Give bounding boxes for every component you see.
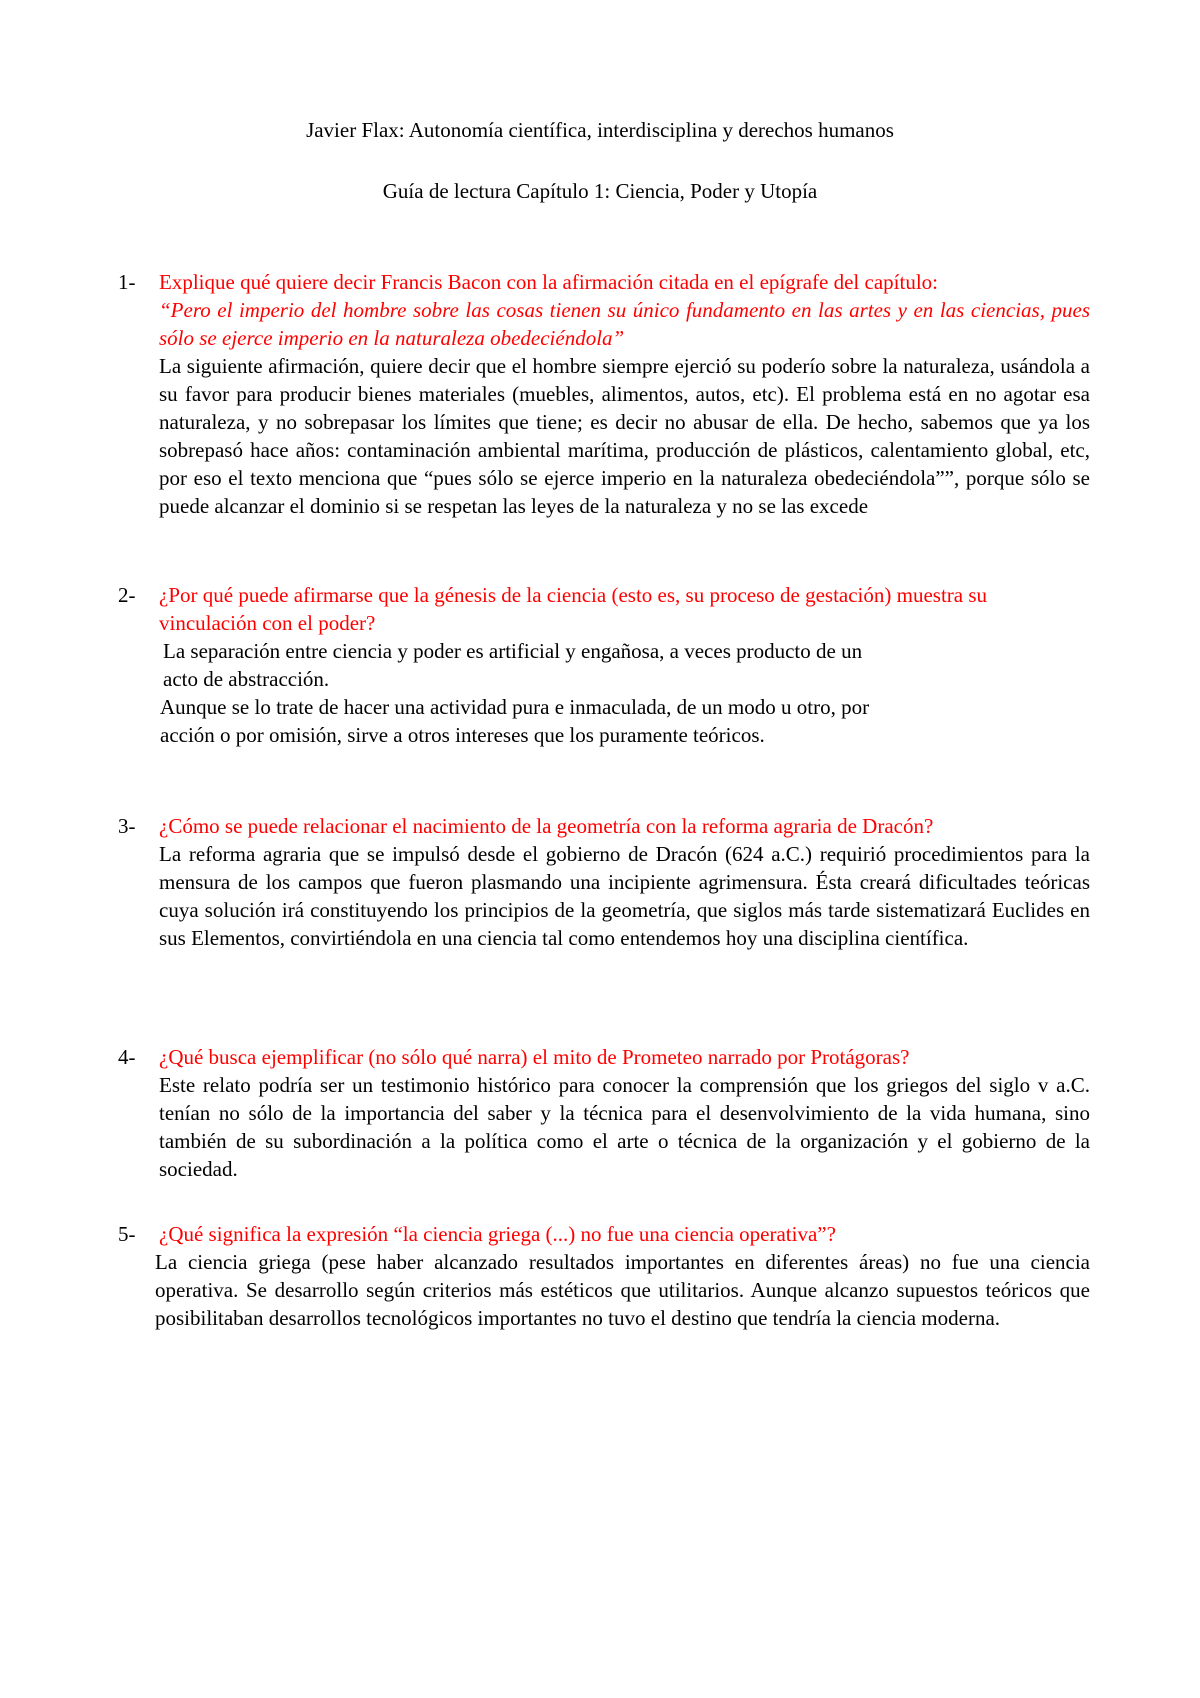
answer-text: La siguiente afirmación, quiere decir que el hombre siempre ejerció su poderío sobre la naturaleza, usándola a su favor para producir bienes materiales (muebles, alimentos, autos, etc). El problema está en no agotar esa naturaleza, y no sobrepasar los límites que tiene; es decir no abusar de ella. De hecho, sabemos que ya los sobrepasó hace años: contaminación ambiental marítima, producción de plásticos, calentamiento global, etc, por eso el texto menciona que “pues sólo se ejerce imperio en la naturaleza obedeciéndola””, porque sólo se puede alcanzar el dominio si se respetan las leyes de la naturaleza y no se las excede	[159, 354, 1090, 518]
question-text: Explique qué quiere decir Francis Bacon con la afirmación citada en el epígrafe del capítulo:	[159, 270, 938, 294]
question-number: 5-	[118, 1222, 136, 1246]
question-text: ¿Por qué puede afirmarse que la génesis de la ciencia (esto es, su proceso de gestación) muestra su vinculación con el poder?	[159, 583, 988, 635]
question-number: 3-	[118, 814, 136, 838]
answer-text: Este relato podría ser un testimonio histórico para conocer la comprensión que los griegos del siglo v a.C. tenían no sólo de la importancia del saber y la técnica para el desenvolvimiento de la vida humana, sino también de su subordinación a la política como el arte o técnica de la organización y el gobierno de la sociedad.	[159, 1073, 1090, 1181]
question-text: ¿Qué busca ejemplificar (no sólo qué narra) el mito de Prometeo narrado por Protágoras?	[159, 1045, 910, 1069]
bacon-quote: “Pero el imperio del hombre sobre las cosas tienen su único fundamento en las artes y en las ciencias, pues sólo se ejerce imperio en la naturaleza obedeciéndola”	[159, 298, 1090, 350]
answer-line: Aunque se lo trate de hacer una actividad pura e inmaculada, de un modo u otro, por	[160, 695, 870, 719]
answer-text: La ciencia griega (pese haber alcanzado resultados importantes en diferentes áreas) no fue una ciencia operativa. Se desarrollo según criterios más estéticos que utilitarios. Aunque alcanzo supuestos teóricos que posibilitaban desarrollos tecnológicos importantes no tuvo el destino que tendría la ciencia moderna.	[155, 1250, 1090, 1330]
question-text: ¿Cómo se puede relacionar el nacimiento de la geometría con la reforma agraria de Dracón?	[159, 814, 934, 838]
question-number: 1-	[118, 270, 136, 294]
answer-line: acción o por omisión, sirve a otros intereses que los puramente teóricos.	[160, 723, 765, 747]
document-title: Javier Flax: Autonomía científica, interdisciplina y derechos humanos	[306, 118, 894, 142]
answer-text: La reforma agraria que se impulsó desde el gobierno de Dracón (624 a.C.) requirió procedimientos para la mensura de los campos que fueron plasmando una incipiente agrimensura. Ésta creará dificultades teóricas cuya solución irá constituyendo los principios de la geometría, que siglos más tarde sistematizará Euclides en sus Elementos, convirtiéndola en una ciencia tal como entendemos hoy una disciplina científica.	[159, 842, 1090, 950]
question-number: 2-	[118, 583, 136, 607]
answer-line: La separación entre ciencia y poder es artificial y engañosa, a veces producto de un	[163, 639, 863, 663]
question-text: ¿Qué significa la expresión “la ciencia griega (...) no fue una ciencia operativa”?	[159, 1222, 836, 1246]
answer-line: acto de abstracción.	[163, 667, 330, 691]
document-subtitle: Guía de lectura Capítulo 1: Ciencia, Poder y Utopía	[382, 179, 818, 203]
question-number: 4-	[118, 1045, 136, 1069]
